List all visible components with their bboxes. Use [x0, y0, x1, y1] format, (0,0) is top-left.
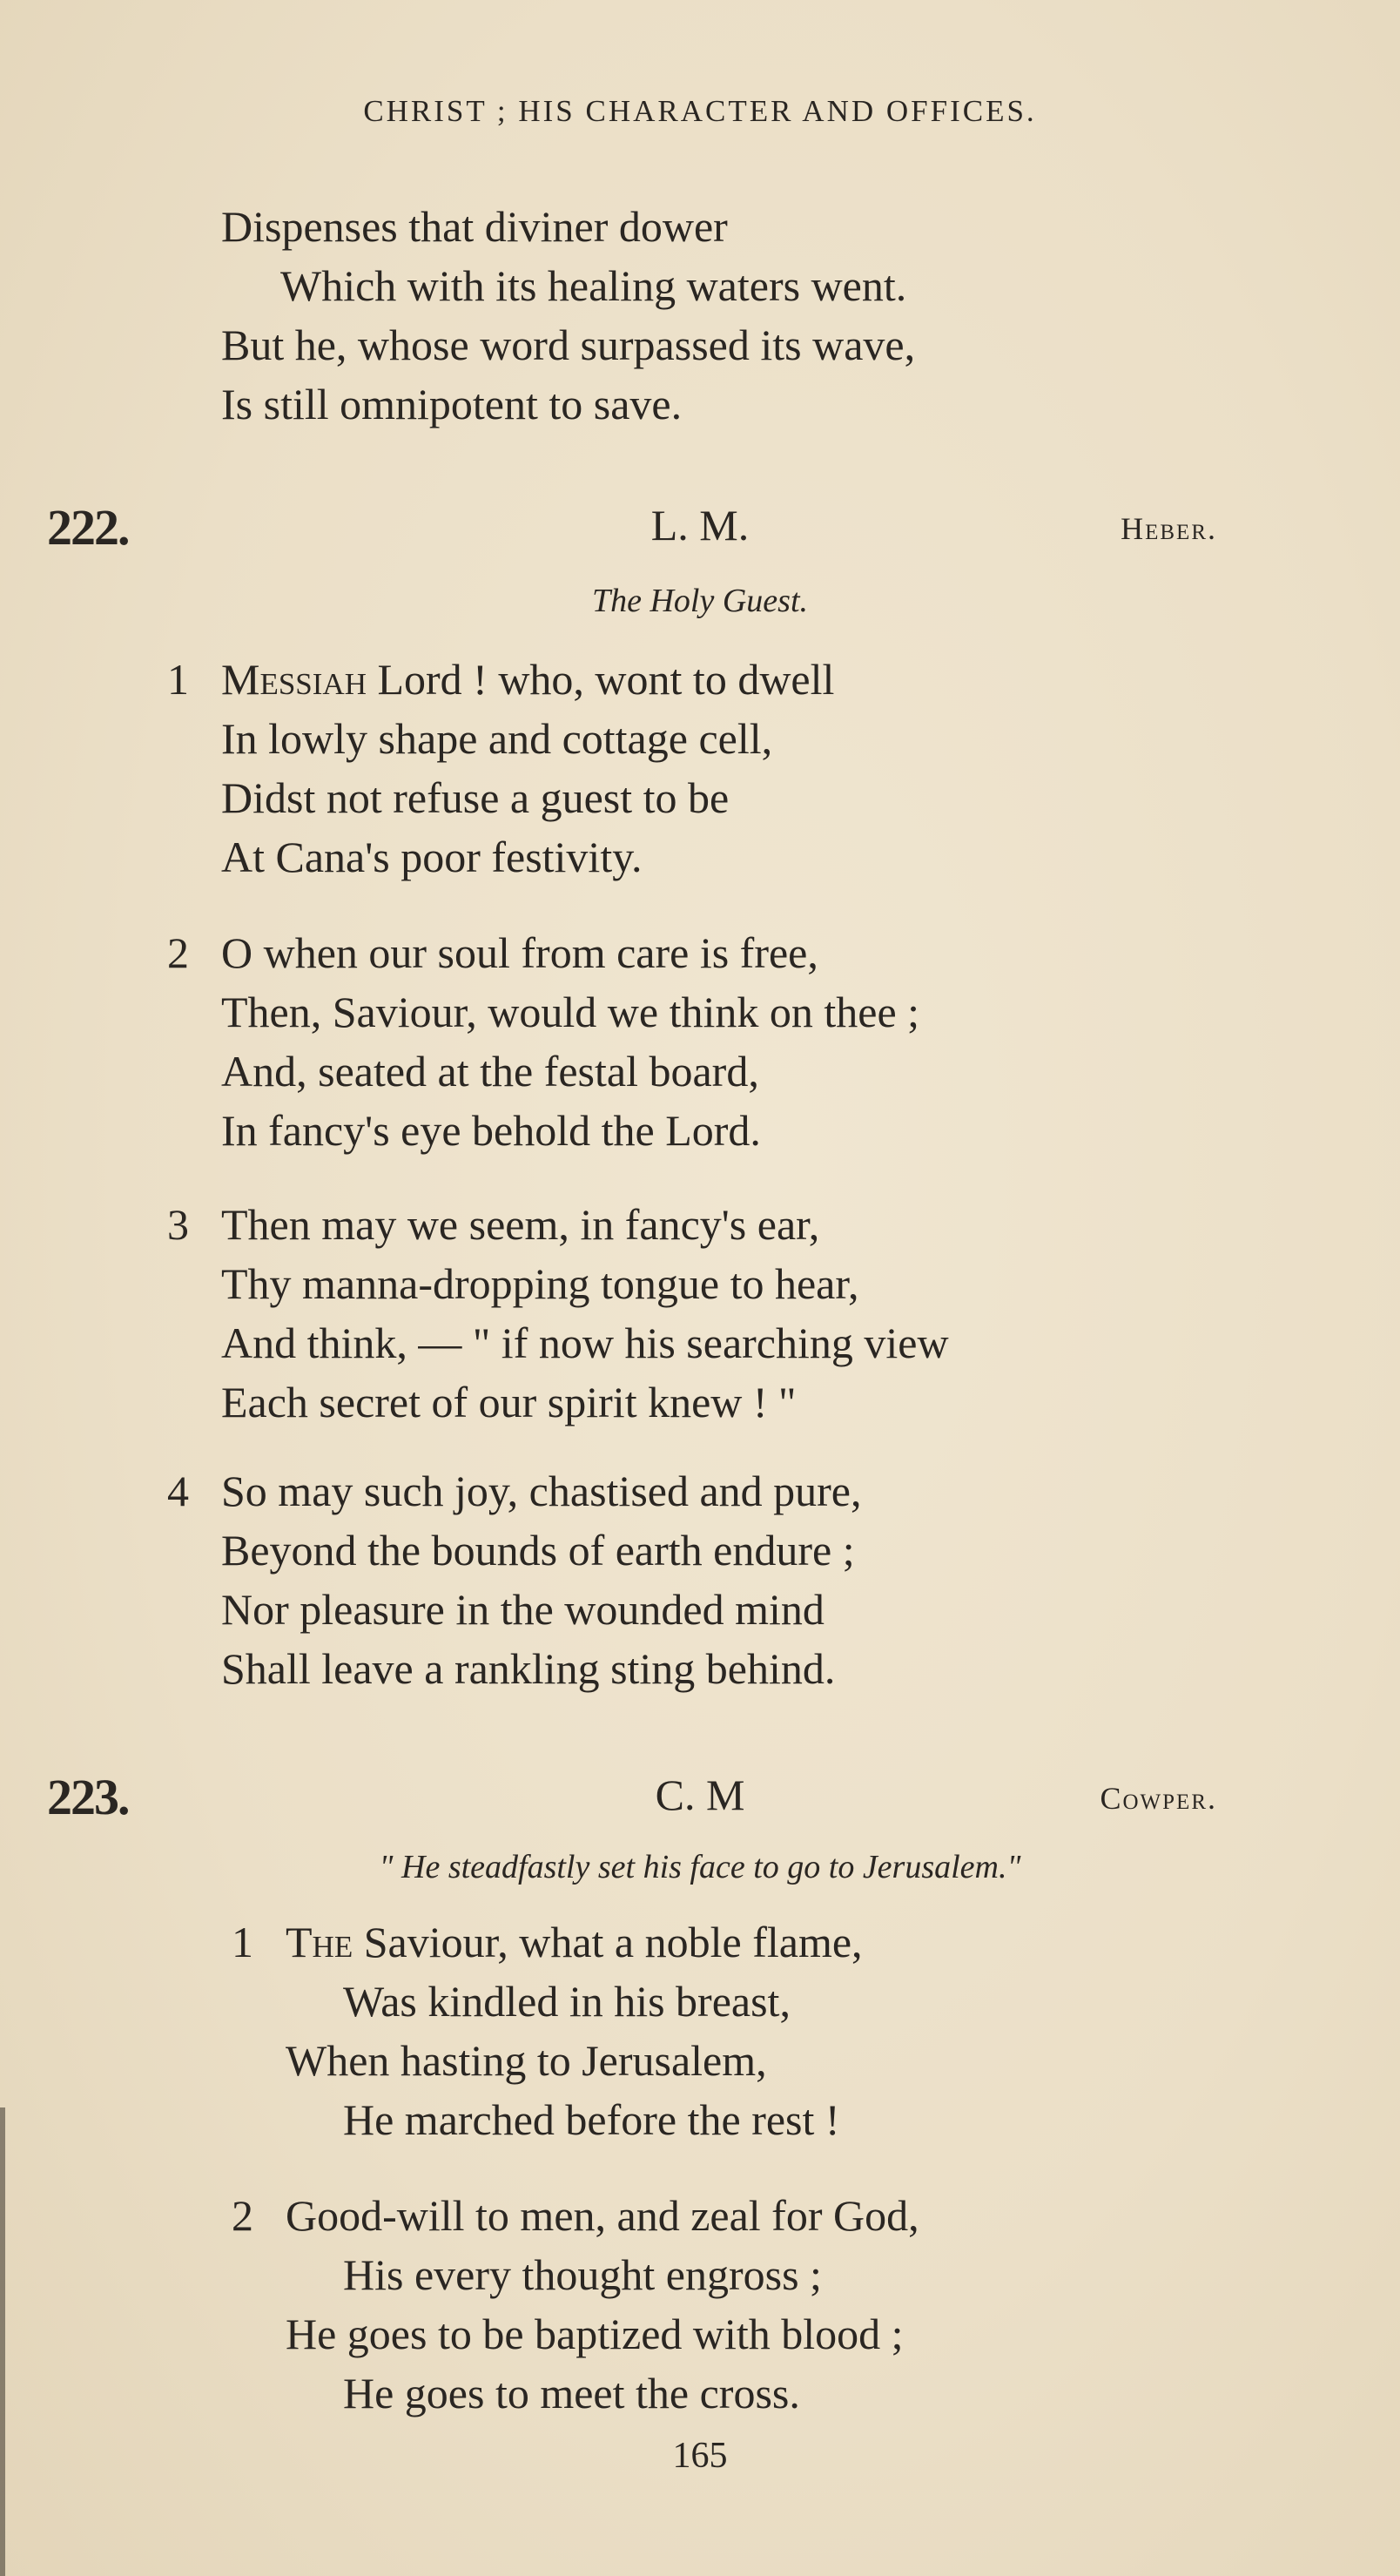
stanza-number: 1 — [167, 655, 189, 704]
verse-line: At Cana's poor festivity. — [221, 833, 643, 881]
verse-line: Thy manna-dropping tongue to hear, — [221, 1259, 859, 1308]
verse-line: He goes to meet the cross. — [343, 2369, 800, 2418]
verse-line: In lowly shape and cottage cell, — [221, 714, 773, 763]
verse-line: He goes to be baptized with blood ; — [286, 2310, 904, 2358]
hymn-223-subtitle: " He steadfastly set his face to go to Jerusalem." — [379, 1849, 1021, 1885]
verse-line: And, seated at the festal board, — [221, 1047, 759, 1096]
stanza-number: 1 — [232, 1918, 253, 1966]
hymn-222-stanza-1 — [0, 650, 1400, 887]
hymn-222-stanza-2 — [0, 923, 1400, 1160]
hymn-222-stanza-3 — [0, 1195, 1400, 1432]
verse-line: 2 Good-will to men, and zeal for God, — [0, 2186, 1400, 2245]
hymn-number: 222. — [47, 499, 129, 556]
verse-line: His every thought engross ; — [343, 2250, 822, 2299]
verse-line: Each secret of our spirit knew ! " — [221, 1378, 797, 1426]
running-head: CHRIST ; HIS CHARACTER AND OFFICES. — [363, 94, 1037, 128]
stanza-number: 2 — [232, 2191, 253, 2240]
verse-line: He marched before the rest ! — [343, 2095, 840, 2144]
verse-line: 1 The Saviour, what a noble flame, — [0, 1912, 1400, 1972]
verse-line: Which with its healing waters went. — [280, 261, 907, 310]
hymn-223-header — [0, 1768, 1400, 1829]
verse-line: In fancy's eye behold the Lord. — [221, 1106, 761, 1155]
hymn-222-subtitle: The Holy Guest. — [591, 583, 809, 619]
verse-line: But he, whose word surpassed its wave, — [221, 320, 916, 369]
hymn-222-stanza-4 — [0, 1461, 1400, 1698]
verse-line: And think, — " if now his searching view — [221, 1318, 949, 1367]
verse-line: Then, Saviour, would we think on thee ; — [221, 988, 920, 1036]
hymn-meter: L. M. — [650, 501, 750, 550]
page-number: 165 — [672, 2436, 728, 2476]
verse-line: 3 Then may we seem, in fancy's ear, — [0, 1195, 1400, 1254]
hymn-author: Heber. — [1121, 511, 1217, 546]
hymn-meter: C. M — [655, 1770, 745, 1819]
hymn-number: 223. — [47, 1769, 129, 1825]
verse-line: Is still omnipotent to save. — [221, 380, 683, 428]
verse-line: Nor pleasure in the wounded mind — [221, 1585, 825, 1634]
hymn-222-header — [0, 498, 1400, 559]
verse-line: Beyond the bounds of earth endure ; — [221, 1526, 855, 1575]
stanza-number: 4 — [167, 1467, 189, 1515]
continuation-stanza — [0, 197, 1400, 434]
stanza-number: 3 — [167, 1200, 189, 1249]
hymn-223-stanza-2 — [0, 2186, 1400, 2423]
verse-line: 4 So may such joy, chastised and pure, — [0, 1461, 1400, 1521]
verse-line: Dispenses that diviner dower — [221, 202, 728, 251]
stanza-lead-word: The — [286, 1918, 353, 1966]
stanza-lead-word: Messiah — [221, 655, 367, 704]
verse-line: Shall leave a rankling sting behind. — [221, 1644, 836, 1693]
stanza-number: 2 — [167, 928, 189, 977]
hymn-223-stanza-1 — [0, 1912, 1400, 2149]
verse-line: When hasting to Jerusalem, — [286, 2036, 767, 2085]
verse-line: Was kindled in his breast, — [343, 1977, 791, 2026]
hymn-author: Cowper. — [1100, 1781, 1217, 1816]
verse-line: Didst not refuse a guest to be — [221, 773, 730, 822]
verse-line: 2 O when our soul from care is free, — [0, 923, 1400, 982]
verse-line: 1 Messiah Lord ! who, wont to dwell — [0, 650, 1400, 709]
